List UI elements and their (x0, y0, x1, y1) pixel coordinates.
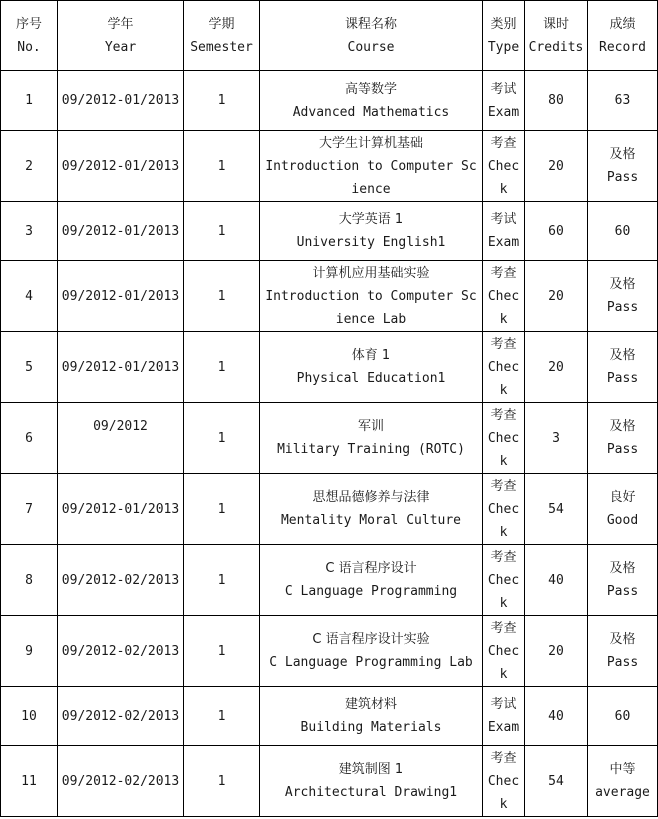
cell-course (260, 474, 483, 545)
header-course: 课程名称 Course (260, 1, 483, 71)
table-row (1, 687, 658, 746)
cell-course (260, 131, 483, 202)
type-en: Exam (487, 720, 520, 735)
cell-type (483, 474, 525, 545)
cell-course (260, 545, 483, 616)
type-zh: 考试 (490, 81, 517, 97)
cell-credits: 20 (525, 616, 588, 687)
record-zh: 及格 (609, 348, 636, 363)
cell-semester: 1 (184, 261, 260, 332)
type-en: Check (487, 288, 520, 327)
cell-semester: 1 (184, 202, 260, 261)
cell-no: 10 (1, 687, 58, 746)
course-name-en: Physical Education1 (296, 371, 446, 386)
cell-year: 09/2012-01/2013 (58, 474, 184, 545)
cell-year: 09/2012-02/2013 (58, 616, 184, 687)
cell-no: 6 (1, 403, 58, 474)
table-row (1, 403, 658, 474)
header-year: 学年 Year (58, 1, 184, 71)
cell-record (588, 687, 658, 746)
cell-year: 09/2012-02/2013 (58, 545, 184, 616)
cell-course (260, 687, 483, 746)
record-zh: 良好 (609, 490, 636, 505)
course-name-en: Military Training (ROTC) (277, 442, 465, 457)
cell-record (588, 71, 658, 131)
course-name-en: Architectural Drawing1 (284, 785, 458, 800)
cell-credits: 60 (525, 202, 588, 261)
course-name-zh: C 语言程序设计 (325, 561, 417, 576)
cell-course (260, 616, 483, 687)
table-row (1, 71, 658, 131)
type-zh: 考查 (490, 135, 517, 151)
cell-semester: 1 (184, 71, 260, 131)
record-en: Pass (606, 584, 639, 599)
cell-credits: 20 (525, 131, 588, 202)
table-row (1, 746, 658, 817)
type-zh: 考查 (490, 336, 517, 352)
cell-type (483, 202, 525, 261)
cell-semester: 1 (184, 545, 260, 616)
cell-type (483, 261, 525, 332)
cell-record (588, 474, 658, 545)
cell-semester: 1 (184, 403, 260, 474)
type-en: Exam (487, 235, 520, 250)
cell-semester: 1 (184, 616, 260, 687)
cell-no: 3 (1, 202, 58, 261)
cell-semester: 1 (184, 474, 260, 545)
course-name-en: Introduction to Computer Science Lab (265, 288, 477, 327)
record-zh: 中等 (609, 762, 636, 777)
cell-no: 5 (1, 332, 58, 403)
type-zh: 考查 (490, 750, 517, 766)
cell-no: 2 (1, 131, 58, 202)
table-row (1, 261, 658, 332)
cell-record (588, 202, 658, 261)
cell-course (260, 746, 483, 817)
cell-course (260, 261, 483, 332)
record-en: 60 (614, 708, 631, 724)
type-en: Check (487, 572, 520, 611)
course-name-en: Introduction to Computer Science (265, 158, 477, 197)
cell-year: 09/2012 (58, 403, 184, 474)
cell-type (483, 687, 525, 746)
cell-year: 09/2012-01/2013 (58, 202, 184, 261)
table-row (1, 131, 658, 202)
course-name-zh: 军训 (357, 419, 384, 434)
table-row (1, 202, 658, 261)
cell-record (588, 403, 658, 474)
record-zh: 及格 (609, 147, 636, 162)
table-row (1, 332, 658, 403)
cell-record (588, 746, 658, 817)
cell-course (260, 403, 483, 474)
type-zh: 考查 (490, 407, 517, 423)
cell-credits: 40 (525, 545, 588, 616)
type-zh: 考查 (490, 265, 517, 281)
record-en: Good (606, 513, 639, 528)
record-zh: 及格 (609, 632, 636, 647)
type-en: Check (487, 501, 520, 540)
type-en: Check (487, 359, 520, 398)
cell-type (483, 71, 525, 131)
record-en: Pass (606, 170, 639, 185)
cell-year: 09/2012-02/2013 (58, 746, 184, 817)
cell-credits: 54 (525, 474, 588, 545)
cell-type (483, 616, 525, 687)
cell-year: 09/2012-01/2013 (58, 71, 184, 131)
course-name-zh: 大学生计算机基础 (318, 135, 423, 151)
cell-no: 11 (1, 746, 58, 817)
cell-year: 09/2012-02/2013 (58, 687, 184, 746)
cell-credits: 3 (525, 403, 588, 474)
cell-credits: 20 (525, 261, 588, 332)
type-zh: 考试 (490, 697, 517, 712)
course-name-zh: 体育 1 (351, 348, 391, 363)
record-en: Pass (606, 442, 639, 457)
cell-record (588, 616, 658, 687)
cell-no: 1 (1, 71, 58, 131)
type-en: Check (487, 643, 520, 682)
cell-type (483, 545, 525, 616)
record-zh: 及格 (609, 561, 636, 576)
cell-credits: 54 (525, 746, 588, 817)
cell-no: 9 (1, 616, 58, 687)
cell-type (483, 403, 525, 474)
cell-type (483, 746, 525, 817)
cell-record (588, 131, 658, 202)
cell-course (260, 202, 483, 261)
type-zh: 考查 (490, 549, 517, 565)
record-en: average (595, 785, 650, 800)
course-name-zh: 高等数学 (344, 81, 397, 97)
cell-type (483, 332, 525, 403)
table-row (1, 474, 658, 545)
type-en: Check (487, 773, 520, 812)
record-en: Pass (606, 655, 639, 670)
header-no: 序号 No. (1, 1, 58, 71)
cell-year: 09/2012-01/2013 (58, 261, 184, 332)
cell-course (260, 71, 483, 131)
cell-credits: 40 (525, 687, 588, 746)
cell-no: 7 (1, 474, 58, 545)
course-name-zh: 建筑材料 (344, 697, 397, 712)
course-name-en: C Language Programming (284, 584, 458, 599)
cell-record (588, 545, 658, 616)
cell-record (588, 332, 658, 403)
cell-semester: 1 (184, 332, 260, 403)
header-semester: 学期 Semester (184, 1, 260, 71)
type-en: Check (487, 158, 520, 197)
cell-course (260, 332, 483, 403)
course-name-en: University English1 (296, 235, 446, 250)
course-name-zh: 大学英语 1 (338, 212, 404, 227)
header-credits: 课时 Credits (525, 1, 588, 71)
header-type: 类别 Type (483, 1, 525, 71)
cell-semester: 1 (184, 746, 260, 817)
cell-year: 09/2012-01/2013 (58, 332, 184, 403)
cell-no: 4 (1, 261, 58, 332)
cell-record (588, 261, 658, 332)
record-en: Pass (606, 300, 639, 315)
cell-credits: 20 (525, 332, 588, 403)
type-zh: 考查 (490, 620, 517, 636)
header-row (1, 1, 658, 71)
transcript-body (1, 71, 658, 817)
record-en: 63 (614, 93, 631, 108)
type-en: Check (487, 430, 520, 469)
cell-semester: 1 (184, 131, 260, 202)
course-name-zh: 思想品德修养与法律 (312, 490, 430, 505)
cell-type (483, 131, 525, 202)
course-name-en: Building Materials (300, 720, 442, 735)
cell-semester: 1 (184, 687, 260, 746)
record-en: Pass (606, 371, 639, 386)
course-name-zh: C 语言程序设计实验 (312, 632, 430, 647)
course-name-zh: 建筑制图 1 (338, 762, 404, 777)
record-zh: 及格 (609, 419, 636, 434)
type-zh: 考试 (490, 212, 517, 227)
table-row (1, 616, 658, 687)
cell-year: 09/2012-01/2013 (58, 131, 184, 202)
cell-no: 8 (1, 545, 58, 616)
course-name-en: Mentality Moral Culture (280, 513, 461, 528)
record-zh: 及格 (609, 277, 636, 292)
record-en: 60 (614, 223, 631, 239)
type-zh: 考查 (490, 478, 517, 494)
header-record: 成绩 Record (588, 1, 658, 71)
course-name-en: C Language Programming Lab (269, 655, 473, 670)
course-name-en: Advanced Mathematics (292, 104, 450, 120)
type-en: Exam (487, 104, 520, 120)
course-name-zh: 计算机应用基础实验 (312, 265, 430, 281)
cell-credits: 80 (525, 71, 588, 131)
table-row (1, 545, 658, 616)
